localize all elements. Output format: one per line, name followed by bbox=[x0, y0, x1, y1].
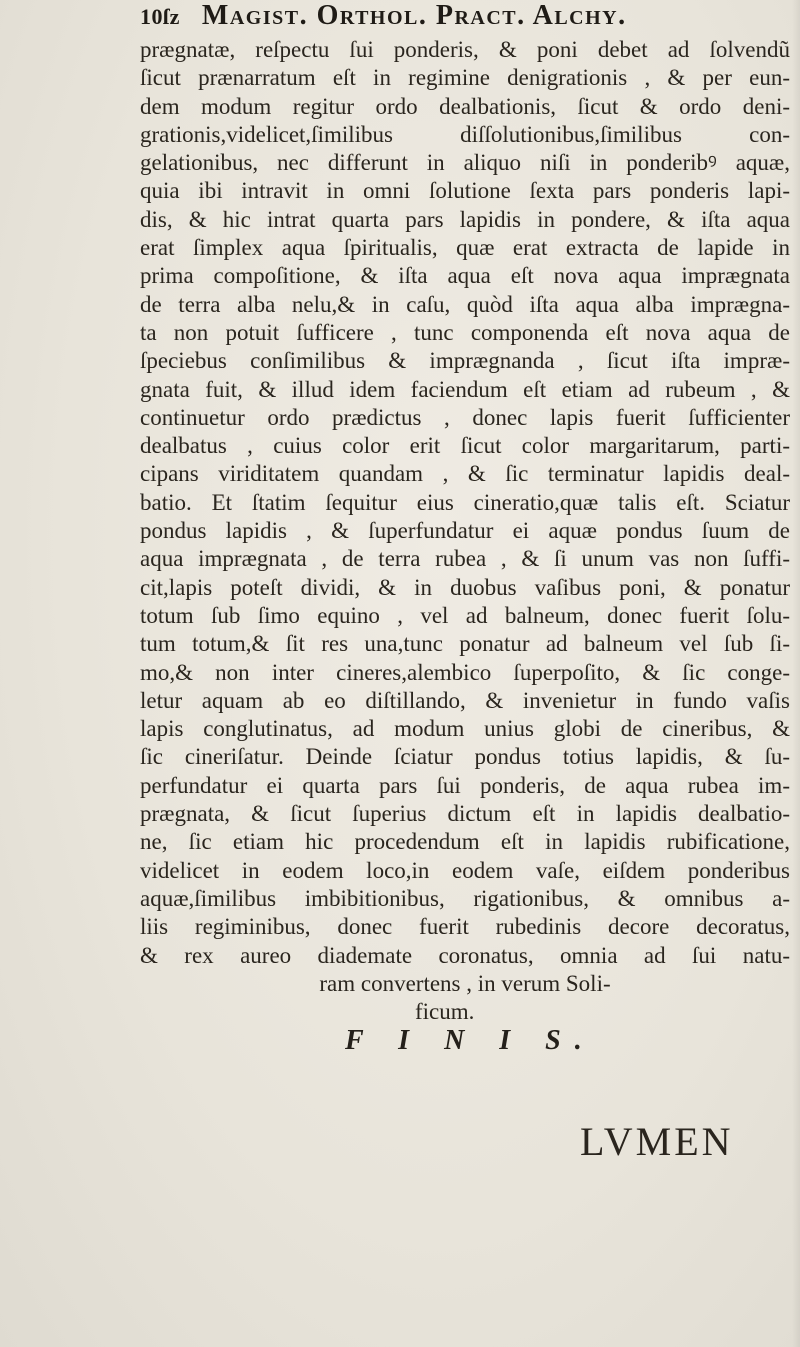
text-line: & rex aureo diademate coronatus, omnia ad ſui natu- bbox=[140, 942, 790, 968]
text-line: ram convertens , in verum Soli- bbox=[319, 970, 611, 996]
text-line: ficum. bbox=[415, 999, 475, 1025]
page-header bbox=[140, 0, 780, 34]
text-line: liis regiminibus, donec fuerit rubedinis decore decoratus, bbox=[140, 914, 790, 940]
finis-heading: F I N I S. bbox=[345, 1025, 596, 1056]
text-line: videlicet in eodem loco,in eodem vaſe, eiſdem ponderibus bbox=[140, 857, 790, 883]
catchword: LVMEN bbox=[580, 1119, 734, 1164]
page-number: 10ſz bbox=[140, 4, 180, 29]
text-line: batio. Et ſtatim ſequitur eius cineratio,quæ talis eſt. Sciatur bbox=[140, 489, 790, 515]
page-edge-shadow bbox=[792, 0, 800, 1347]
running-head: Magist. Orthol. Pract. Alchy. bbox=[201, 0, 627, 31]
text-line: totum ſub ſimo equino , vel ad balneum, donec fuerit ſolu- bbox=[140, 602, 790, 628]
text-line: letur aquam ab eo diſtillando, & invenietur in fundo vaſis bbox=[140, 687, 790, 713]
text-line: cipans viriditatem quandam , & ſic terminatur lapidis deal- bbox=[140, 461, 790, 487]
text-line: ſic cineriſatur. Deinde ſciatur pondus totius lapidis, & ſu- bbox=[140, 744, 790, 770]
text-line: lapis conglutinatus, ad modum unius globi de cineribus, & bbox=[140, 716, 790, 742]
text-line: aqua imprægnata , de terra rubea , & ſi unum vas non ſuffi- bbox=[140, 546, 790, 572]
text-line: cit,lapis poteſt dividi, & in duobus vaſibus poni, & ponatur bbox=[140, 574, 790, 600]
text-line: perfundatur ei quarta pars ſui ponderis, de aqua rubea im- bbox=[140, 772, 790, 798]
text-line: prægnata, & ſicut ſuperius dictum eſt in lapidis dealbatio- bbox=[140, 801, 790, 827]
text-line: ſicut prænarratum eſt in regimine denigrationis , & per eun- bbox=[140, 65, 790, 91]
text-line: tum totum,& ſit res una,tunc ponatur ad balneum vel ſub ſi- bbox=[140, 631, 790, 657]
text-line: grationis,videlicet,ſimilibus diſſolutionibus,ſimilibus con- bbox=[140, 121, 790, 147]
text-line: dis, & hic intrat quarta pars lapidis in pondere, & iſta aqua bbox=[140, 206, 790, 232]
text-line: ne, ſic etiam hic procedendum eſt in lapidis rubificatione, bbox=[140, 829, 790, 855]
text-line: prægnatæ, reſpectu ſui ponderis, & poni debet ad ſolvendũ bbox=[140, 37, 790, 62]
text-line: prima compoſitione, & iſta aqua eſt nova aqua imprægnata bbox=[140, 263, 790, 289]
text-line: continuetur ordo prædictus , donec lapis fuerit ſufficienter bbox=[140, 404, 790, 430]
text-line: gelationibus, nec differunt in aliquo niſi in ponderibꝰ aquæ, bbox=[140, 150, 790, 176]
text-line: mo,& non inter cineres,alembico ſuperpoſito, & ſic conge- bbox=[140, 659, 790, 685]
text-line: quia ibi intravit in omni ſolutione ſexta pars ponderis lapi- bbox=[140, 178, 790, 204]
text-line: pondus lapidis , & ſuperfundatur ei aquæ pondus ſuum de bbox=[140, 518, 790, 544]
text-line: aquæ,ſimilibus imbibitionibus, rigationibus, & omnibus a- bbox=[140, 885, 790, 911]
text-line: dem modum regitur ordo dealbationis, ſicut & ordo deni- bbox=[140, 93, 790, 119]
text-line: ta non potuit ſufficere , tunc componenda eſt nova aqua de bbox=[140, 319, 790, 345]
text-line: ſpeciebus conſimilibus & imprægnanda , ſicut iſta impræ- bbox=[140, 348, 790, 374]
text-line: erat ſimplex aqua ſpiritualis, quæ erat extracta de lapide in bbox=[140, 235, 790, 261]
text-line: gnata fuit, & illud idem faciendum eſt etiam ad rubeum , & bbox=[140, 376, 790, 402]
body-text bbox=[140, 36, 790, 1026]
text-line: dealbatus , cuius color erit ſicut color margaritarum, parti- bbox=[140, 433, 790, 459]
text-line: de terra alba nelu,& in caſu, quòd iſta aqua alba imprægna- bbox=[140, 291, 790, 317]
